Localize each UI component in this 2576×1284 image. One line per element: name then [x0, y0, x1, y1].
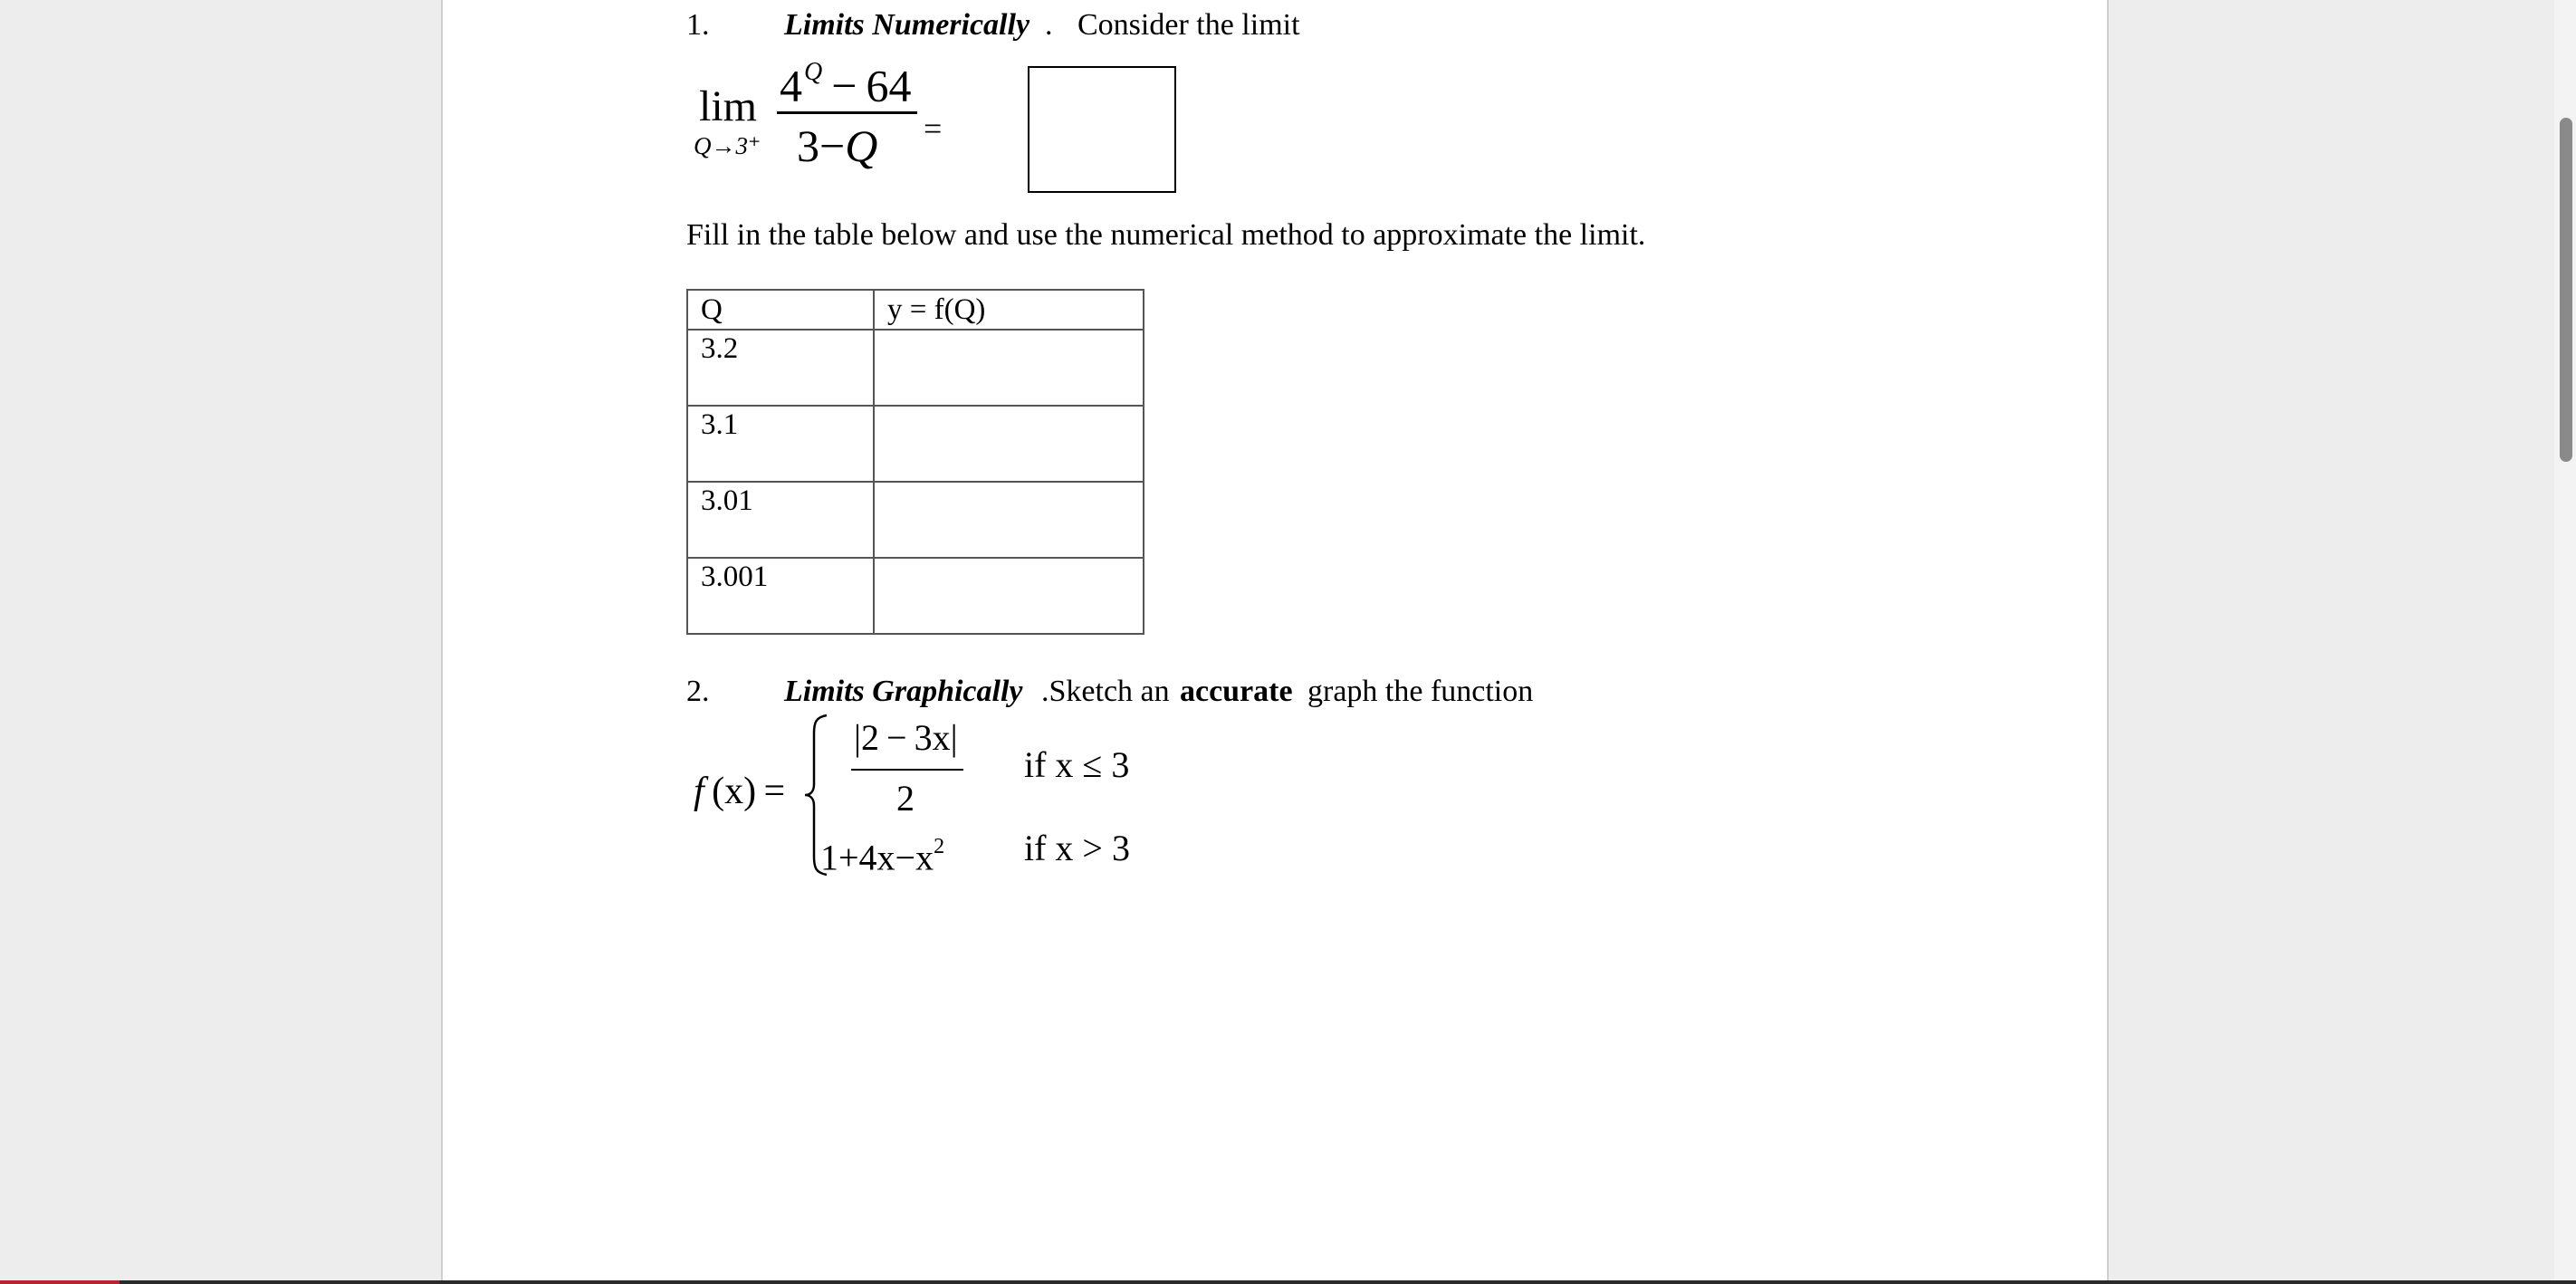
table-row: [687, 406, 1144, 482]
table-cell-q: 3.2: [687, 330, 874, 406]
numerator-base: 4: [780, 60, 802, 111]
problem-2-text-bold: accurate: [1180, 675, 1293, 708]
table-cell-q: 3.1: [687, 406, 874, 482]
problem-1-instructions: Fill in the table below and use the numerical method to approximate the limit.: [686, 218, 1646, 252]
table-row: [687, 330, 1144, 406]
table-row: [687, 482, 1144, 558]
numerator-rest: − 64: [822, 60, 912, 111]
table-cell-y[interactable]: [874, 482, 1144, 558]
piece-2-expr-text: 1+4x−x: [820, 837, 934, 878]
piece-2-exponent: 2: [934, 835, 945, 858]
limit-answer-box[interactable]: [1028, 66, 1176, 193]
limit-numerator: [780, 53, 911, 111]
piece-1-denominator: 2: [896, 778, 915, 819]
problem-1-intro: Consider the limit: [1077, 8, 1300, 42]
numerator-exponent: Q: [804, 58, 823, 86]
piece-2-condition: if x > 3: [1024, 828, 1130, 868]
values-table: [686, 289, 1144, 635]
problem-2-title: Limits Graphically: [784, 675, 1023, 708]
problem-1-title-punct: .: [1045, 8, 1053, 42]
table-cell-q: 3.01: [687, 482, 874, 558]
piecewise-lhs: [694, 770, 785, 813]
piece-2-expression: [820, 829, 944, 878]
scrollbar-thumb[interactable]: [2560, 118, 2572, 462]
limit-subscript: Q→3⁺: [694, 132, 761, 159]
problem-1-number: 1.: [686, 8, 710, 42]
equals-sign: =: [924, 110, 943, 147]
table-row: [687, 558, 1144, 634]
fraction-bar: [777, 111, 917, 114]
table-header-y: y = f(Q): [874, 290, 1144, 330]
problem-2-text-after: graph the function: [1307, 675, 1534, 708]
limit-denominator: [797, 120, 877, 172]
denominator-prefix: 3−: [797, 120, 846, 171]
document-page: [441, 0, 2109, 1284]
table-cell-q: 3.001: [687, 558, 874, 634]
table-cell-y[interactable]: [874, 330, 1144, 406]
piece-1-condition: if x ≤ 3: [1024, 744, 1130, 785]
piece-1-fraction-bar: [851, 769, 963, 771]
limit-lim-word: lim: [699, 82, 758, 130]
lhs-rest: (x) =: [704, 771, 786, 812]
vertical-scrollbar[interactable]: [2554, 0, 2576, 1284]
table-header-row: [687, 290, 1144, 330]
table-header-q: Q: [687, 290, 874, 330]
table-cell-y[interactable]: [874, 406, 1144, 482]
lhs-function-name: f: [694, 771, 704, 812]
piece-1-numerator: |2 − 3x|: [854, 717, 958, 758]
problem-2-number: 2.: [686, 675, 710, 708]
problem-2-text-before: .Sketch an: [1041, 675, 1170, 708]
bottom-accent-mark: [0, 1280, 120, 1284]
table-cell-y[interactable]: [874, 558, 1144, 634]
bottom-border: [0, 1280, 2576, 1284]
denominator-variable: Q: [845, 120, 878, 171]
problem-1-title: Limits Numerically: [784, 8, 1030, 42]
